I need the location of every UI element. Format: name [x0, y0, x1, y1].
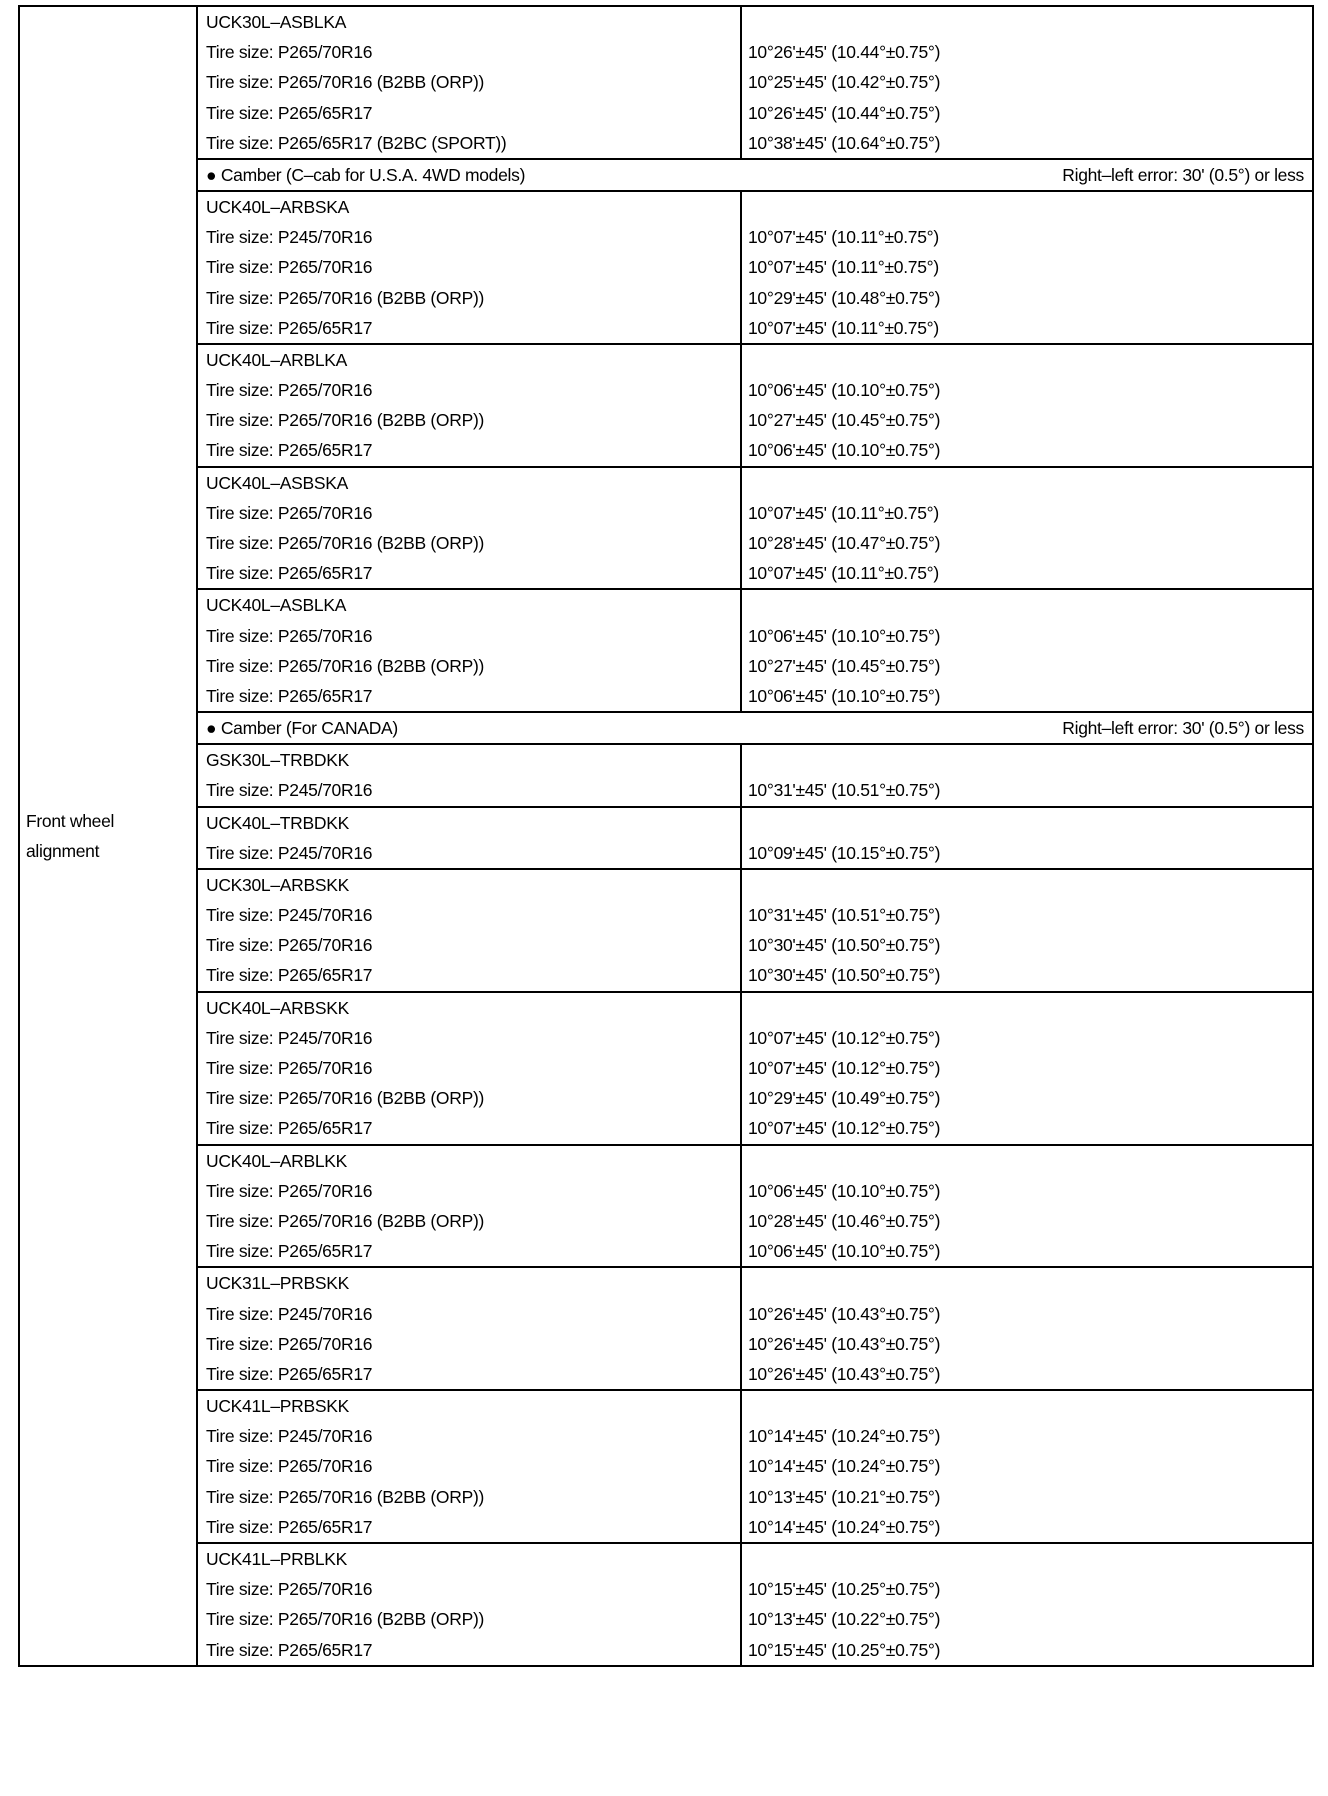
model-tire-cell — [197, 992, 741, 1145]
camber-value: 10°15'±45' (10.25°±0.75°) — [748, 1639, 941, 1660]
camber-value-cell — [741, 1267, 1313, 1390]
camber-value: 10°26'±45' (10.43°±0.75°) — [748, 1363, 941, 1384]
model-code: UCK40L–ARBSKA — [206, 196, 349, 217]
camber-value: 10°27'±45' (10.45°±0.75°) — [748, 410, 941, 431]
model-group-row — [19, 1390, 1313, 1543]
model-tire-cell — [197, 1390, 741, 1543]
model-tire-cell — [197, 1267, 741, 1390]
camber-value: 10°26'±45' (10.44°±0.75°) — [748, 42, 941, 63]
model-code: UCK40L–ARBLKK — [206, 1150, 348, 1171]
right-left-error-note: Right–left error: 30' (0.5°) or less — [1062, 164, 1304, 185]
camber-value-cell — [741, 1145, 1313, 1268]
camber-value: 10°30'±45' (10.50°±0.75°) — [748, 935, 941, 956]
tire-size: Tire size: P265/70R16 (B2BB (ORP)) — [206, 1609, 485, 1630]
tire-size: Tire size: P265/70R16 — [206, 257, 373, 278]
camber-value-cell — [741, 589, 1313, 712]
camber-value: 10°31'±45' (10.51°±0.75°) — [748, 905, 941, 926]
camber-value: 10°14'±45' (10.24°±0.75°) — [748, 1516, 941, 1537]
tire-size: Tire size: P265/70R16 — [206, 1456, 373, 1477]
camber-value: 10°09'±45' (10.15°±0.75°) — [748, 842, 941, 863]
camber-value: 10°06'±45' (10.10°±0.75°) — [748, 440, 941, 461]
model-group-row — [19, 807, 1313, 869]
camber-value: 10°14'±45' (10.24°±0.75°) — [748, 1426, 941, 1447]
model-group-row — [19, 1543, 1313, 1666]
tire-size: Tire size: P265/65R17 — [206, 102, 373, 123]
tire-size: Tire size: P245/70R16 — [206, 1303, 373, 1324]
camber-value-cell — [741, 1543, 1313, 1666]
camber-value-cell — [741, 467, 1313, 590]
model-group-row — [19, 589, 1313, 712]
model-tire-cell — [197, 869, 741, 992]
tire-size: Tire size: P245/70R16 — [206, 1027, 373, 1048]
camber-value: 10°13'±45' (10.22°±0.75°) — [748, 1609, 941, 1630]
model-code: UCK41L–PRBSKK — [206, 1396, 349, 1417]
camber-value-cell — [741, 1390, 1313, 1543]
camber-value-cell — [741, 191, 1313, 344]
tire-size: Tire size: P265/70R16 — [206, 1333, 373, 1354]
camber-value: 10°15'±45' (10.25°±0.75°) — [748, 1579, 941, 1600]
tire-size: Tire size: P245/70R16 — [206, 227, 373, 248]
model-tire-cell — [197, 589, 741, 712]
tire-size: Tire size: P265/70R16 (B2BB (ORP)) — [206, 72, 485, 93]
model-tire-cell — [197, 807, 741, 869]
model-tire-cell — [197, 467, 741, 590]
camber-value-cell — [741, 807, 1313, 869]
camber-value: 10°06'±45' (10.10°±0.75°) — [748, 380, 941, 401]
model-code: UCK30L–ASBLKA — [206, 12, 347, 32]
camber-value: 10°07'±45' (10.11°±0.75°) — [748, 227, 939, 248]
camber-value: 10°28'±45' (10.46°±0.75°) — [748, 1210, 941, 1231]
model-group-row — [19, 467, 1313, 590]
camber-value: 10°06'±45' (10.10°±0.75°) — [748, 625, 941, 646]
tire-size: Tire size: P245/70R16 — [206, 842, 373, 863]
camber-value: 10°07'±45' (10.11°±0.75°) — [748, 317, 939, 338]
camber-value: 10°38'±45' (10.64°±0.75°) — [748, 132, 941, 153]
tire-size: Tire size: P265/70R16 — [206, 1058, 373, 1078]
model-group-row — [19, 344, 1313, 467]
tire-size: Tire size: P265/65R17 (B2BC (SPORT)) — [206, 132, 507, 153]
tire-size: Tire size: P265/70R16 (B2BB (ORP)) — [206, 1210, 485, 1231]
camber-value: 10°07'±45' (10.12°±0.75°) — [748, 1058, 941, 1078]
tire-size: Tire size: P265/65R17 — [206, 440, 373, 461]
camber-value: 10°07'±45' (10.11°±0.75°) — [748, 502, 939, 523]
camber-value: 10°30'±45' (10.50°±0.75°) — [748, 965, 941, 986]
camber-value: 10°06'±45' (10.10°±0.75°) — [748, 685, 941, 706]
camber-value: 10°29'±45' (10.49°±0.75°) — [748, 1088, 941, 1109]
model-code: UCK40L–ARBSKK — [206, 997, 349, 1018]
model-tire-cell — [197, 1145, 741, 1268]
tire-size: Tire size: P265/65R17 — [206, 1363, 373, 1384]
model-group-row — [19, 6, 1313, 159]
model-group-row — [19, 1267, 1313, 1390]
tire-size: Tire size: P265/70R16 — [206, 625, 373, 646]
camber-value: 10°26'±45' (10.43°±0.75°) — [748, 1333, 941, 1354]
camber-value-cell — [741, 744, 1313, 806]
camber-value: 10°31'±45' (10.51°±0.75°) — [748, 780, 941, 801]
model-group-row — [19, 744, 1313, 806]
tire-size: Tire size: P265/65R17 — [206, 563, 373, 584]
tire-size: Tire size: P265/70R16 — [206, 380, 373, 401]
tire-size: Tire size: P265/70R16 (B2BB (ORP)) — [206, 287, 485, 308]
tire-size: Tire size: P265/70R16 (B2BB (ORP)) — [206, 1088, 485, 1109]
camber-value: 10°13'±45' (10.21°±0.75°) — [748, 1486, 941, 1507]
tire-size: Tire size: P265/70R16 — [206, 502, 373, 523]
camber-value: 10°06'±45' (10.10°±0.75°) — [748, 1180, 941, 1201]
camber-value-cell — [741, 344, 1313, 467]
tire-size: Tire size: P265/70R16 (B2BB (ORP)) — [206, 655, 485, 676]
model-code: GSK30L–TRBDKK — [206, 750, 349, 771]
camber-value: 10°29'±45' (10.48°±0.75°) — [748, 287, 941, 308]
camber-value: 10°07'±45' (10.12°±0.75°) — [748, 1027, 941, 1048]
camber-value: 10°27'±45' (10.45°±0.75°) — [748, 655, 941, 676]
camber-header-row — [19, 159, 1313, 191]
tire-size: Tire size: P265/70R16 — [206, 1579, 373, 1600]
tire-size: Tire size: P265/65R17 — [206, 317, 373, 338]
camber-value: 10°06'±45' (10.10°±0.75°) — [748, 1241, 941, 1262]
camber-value: 10°26'±45' (10.44°±0.75°) — [748, 102, 941, 123]
tire-size: Tire size: P265/70R16 (B2BB (ORP)) — [206, 533, 485, 553]
tire-size: Tire size: P265/70R16 (B2BB (ORP)) — [206, 410, 485, 431]
tire-size: Tire size: P265/65R17 — [206, 1516, 373, 1537]
camber-value: 10°28'±45' (10.47°±0.75°) — [748, 533, 941, 553]
camber-value-cell — [741, 6, 1313, 159]
model-code: UCK40L–ARBLKA — [206, 349, 348, 370]
tire-size: Tire size: P265/70R16 (B2BB (ORP)) — [206, 1486, 485, 1507]
camber-value: 10°25'±45' (10.42°±0.75°) — [748, 72, 941, 93]
tire-size: Tire size: P245/70R16 — [206, 905, 373, 926]
model-tire-cell — [197, 1543, 741, 1666]
model-group-row — [19, 869, 1313, 992]
camber-header-title: ● Camber (C–cab for U.S.A. 4WD models) — [206, 164, 526, 185]
tire-size: Tire size: P265/70R16 — [206, 1180, 373, 1201]
camber-header-row — [19, 712, 1313, 744]
model-code: UCK40L–ASBSKA — [206, 472, 349, 493]
model-code: UCK40L–TRBDKK — [206, 812, 349, 833]
tire-size: Tire size: P245/70R16 — [206, 780, 373, 801]
model-tire-cell — [197, 744, 741, 806]
tire-size: Tire size: P265/70R16 — [206, 42, 373, 63]
model-tire-cell — [197, 344, 741, 467]
camber-value-cell — [741, 992, 1313, 1145]
tire-size: Tire size: P265/65R17 — [206, 1639, 373, 1660]
camber-header-cell — [197, 712, 1313, 744]
tire-size: Tire size: P265/65R17 — [206, 965, 373, 986]
alignment-spec-table — [18, 5, 1314, 1667]
camber-header-title: ● Camber (For CANADA) — [206, 718, 398, 739]
model-group-row — [19, 1145, 1313, 1268]
spec-document — [18, 5, 1314, 1787]
camber-value: 10°26'±45' (10.43°±0.75°) — [748, 1303, 941, 1324]
camber-value: 10°07'±45' (10.11°±0.75°) — [748, 563, 939, 584]
tire-size: Tire size: P245/70R16 — [206, 1426, 373, 1447]
camber-value: 10°14'±45' (10.24°±0.75°) — [748, 1456, 941, 1477]
model-code: UCK40L–ASBLKA — [206, 595, 347, 616]
right-left-error-note: Right–left error: 30' (0.5°) or less — [1062, 718, 1304, 739]
tire-size: Tire size: P265/65R17 — [206, 1118, 373, 1139]
camber-value: 10°07'±45' (10.11°±0.75°) — [748, 257, 939, 278]
camber-value: 10°07'±45' (10.12°±0.75°) — [748, 1118, 941, 1139]
model-tire-cell — [197, 191, 741, 344]
row-label-cell — [19, 6, 197, 1666]
front-wheel-alignment-label: Front wheel alignment — [26, 810, 115, 861]
model-code: UCK30L–ARBSKK — [206, 874, 349, 895]
tire-size: Tire size: P265/65R17 — [206, 685, 373, 706]
camber-header-cell — [197, 159, 1313, 191]
tire-size: Tire size: P265/65R17 — [206, 1241, 373, 1262]
tire-size: Tire size: P265/70R16 — [206, 935, 373, 956]
model-group-row — [19, 992, 1313, 1145]
model-code: UCK31L–PRBSKK — [206, 1273, 349, 1294]
model-tire-cell — [197, 6, 741, 159]
model-group-row — [19, 191, 1313, 344]
model-code: UCK41L–PRBLKK — [206, 1549, 348, 1569]
camber-value-cell — [741, 869, 1313, 992]
